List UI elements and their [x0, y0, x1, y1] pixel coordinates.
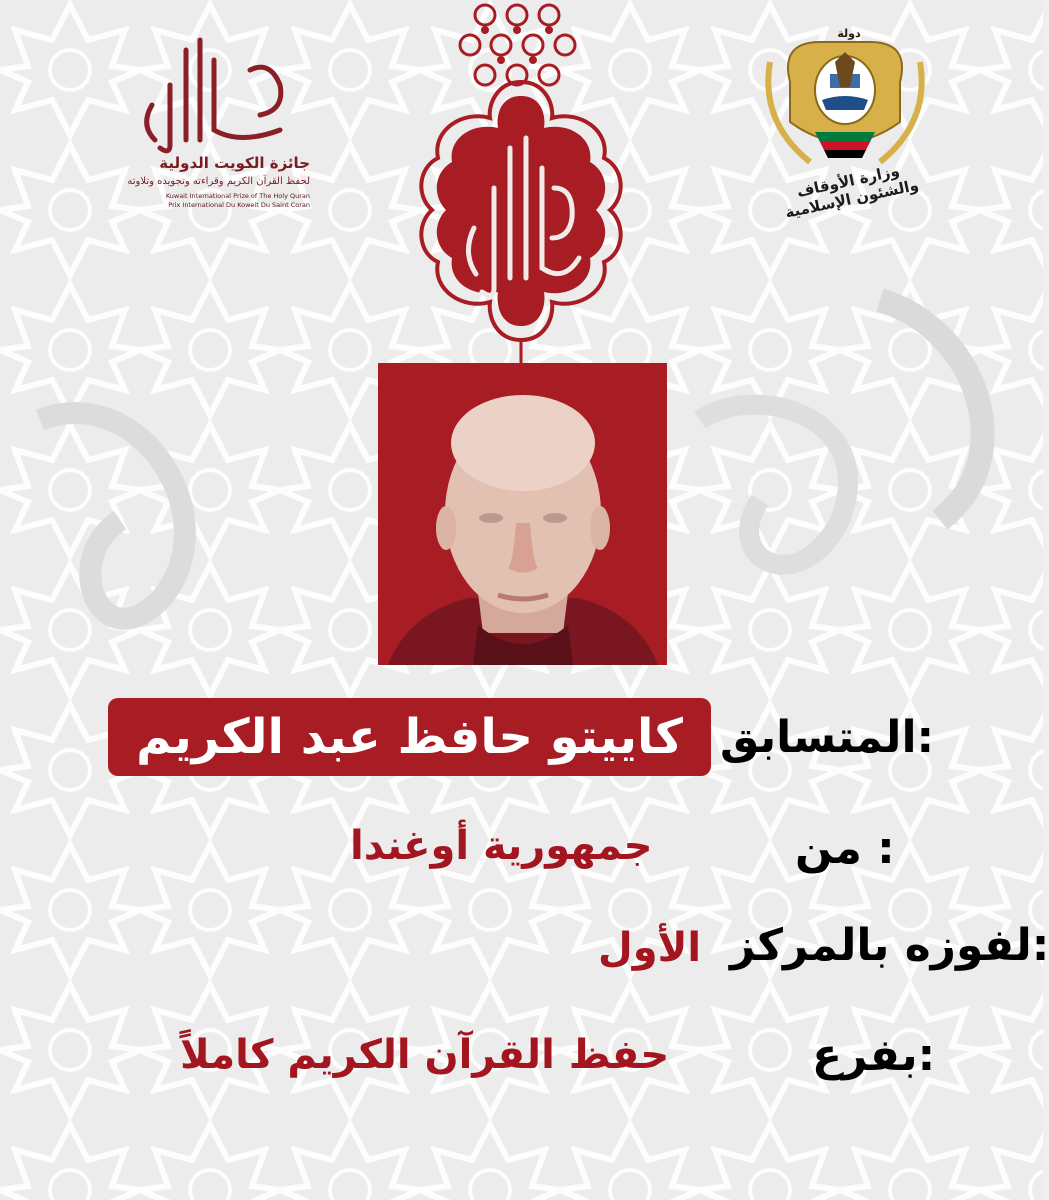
contestant-name-box: [108, 698, 711, 776]
contestant-label: المتسابق:: [720, 712, 935, 763]
kuwait-emblem-icon: [750, 22, 940, 172]
prize-title-english: Kuwait International Prize of The Holy Quran: [165, 192, 310, 200]
country-value: جمهورية أوغندا: [350, 823, 653, 869]
branch-value: حفظ القرآن الكريم كاملاً: [180, 1032, 670, 1078]
portrait-image: [378, 363, 667, 665]
center-emblem: [414, 78, 629, 363]
prize-title-french: Prix International Du Koweit Du Saint Coran: [168, 201, 310, 209]
from-label: من :: [795, 823, 895, 874]
branch-label: بفرع:: [812, 1030, 936, 1081]
contestant-photo: [378, 363, 667, 665]
rank-label: لفوزه بالمركز:: [730, 920, 1049, 971]
ministry-logo: [750, 22, 940, 222]
state-of-kuwait-label: دولة: [837, 27, 861, 40]
prize-title-arabic: جائزة الكويت الدولية: [159, 154, 310, 172]
contestant-name: كاييتو حافظ عبد الكريم: [136, 709, 683, 765]
kuwait-prize-logo: [127, 30, 320, 210]
prize-subtitle-arabic: لحفظ القرآن الكريم وقراءته وتجويده وتلاوته: [127, 176, 310, 187]
ministry-name: وزارة الأوقاف والشئون الإسلامية: [783, 161, 921, 222]
quran-calligraphy-icon: [130, 30, 320, 155]
rank-value: الأول: [598, 925, 702, 971]
